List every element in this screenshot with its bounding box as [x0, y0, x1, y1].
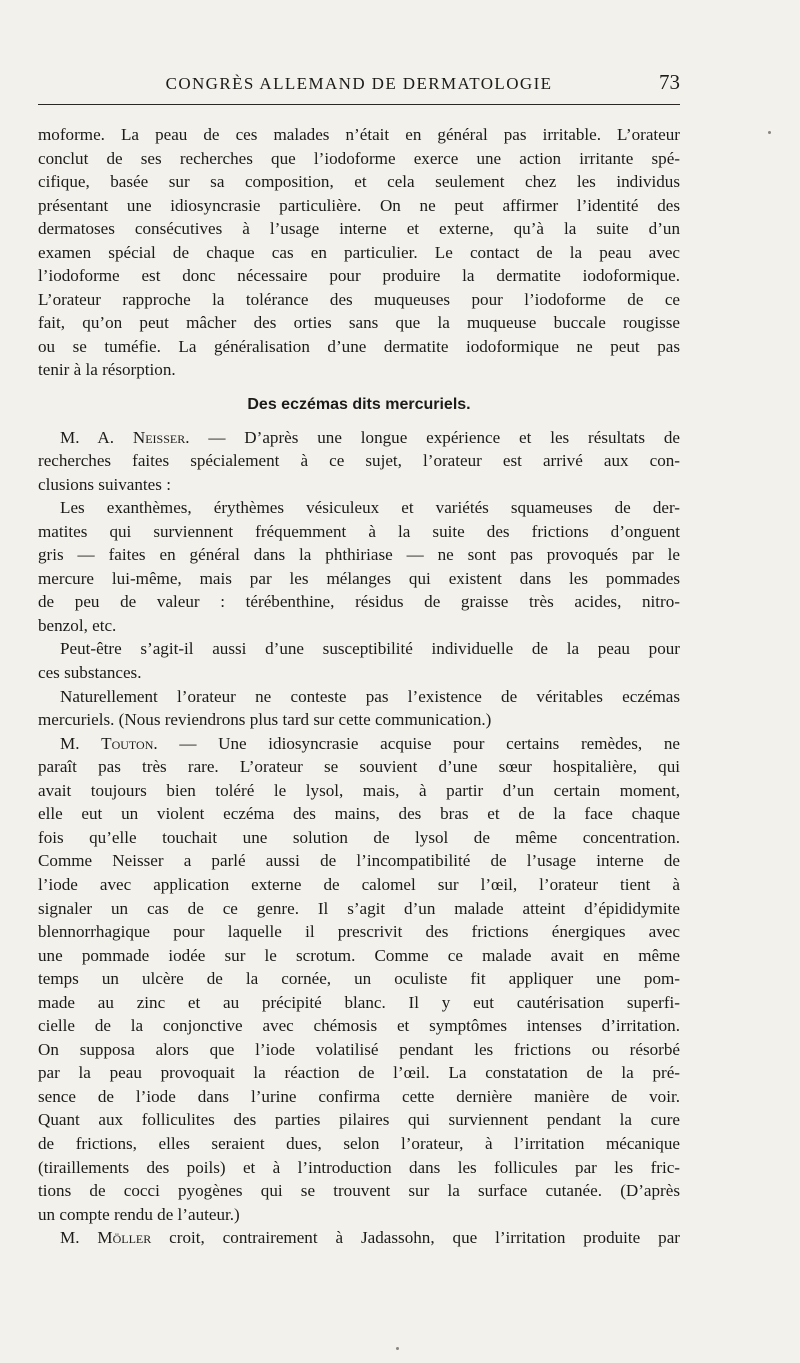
paper-speck	[768, 131, 771, 134]
text-line: fois qu’elle touchait une solution de lysol de même concentration.	[38, 827, 680, 847]
body-text	[38, 123, 680, 1250]
paper-speck	[396, 1347, 399, 1350]
text-line: tenir à la résorption.	[38, 360, 176, 380]
speaker-name-touton: Touton.	[101, 733, 158, 753]
text-line: un compte rendu de l’auteur.)	[38, 1204, 240, 1224]
text-line: elle eut un violent eczéma des mains, des bras et de la face chaque	[38, 804, 680, 824]
text-line: Peut-être s’agit-il aussi d’une susceptibilité individuelle de la peau pour	[60, 639, 680, 659]
text-line: de frictions, elles seraient dues, selon l’orateur, à l’irritation mécanique	[38, 1133, 680, 1153]
text-line: dermatoses consécutives à l’usage interne et externe, qu’à la suite d’un	[38, 219, 680, 239]
text-line: l’iode avec application externe de calomel sur l’œil, l’orateur tient à	[38, 874, 680, 894]
text-line: présentant une idiosyncrasie particulière. On ne peut affirmer l’identité des	[38, 195, 680, 215]
speaker-prefix: M.	[60, 1228, 98, 1248]
speaker-line-touton	[38, 732, 680, 756]
text-line: clusions suivantes :	[38, 474, 171, 494]
text-line: ou se tuméfie. La généralisation d’une dermatite iodoformique ne peut pas	[38, 336, 680, 356]
speaker-line-moller	[38, 1226, 680, 1250]
text-line: (tiraillements des poils) et à l’introduction dans les follicules par les fric-	[38, 1157, 680, 1177]
speaker-line-rest: — Une idiosyncrasie acquise pour certains remèdes, ne	[157, 733, 680, 753]
header-rule	[38, 104, 680, 105]
text-line: signaler un cas de ce genre. Il s’agit d’un malade atteint d’épididymite	[38, 898, 680, 918]
text-line: fait, qu’on peut mâcher des orties sans que la muqueuse buccale rougisse	[38, 313, 680, 333]
text-line: cielle de la conjonctive avec chémosis et symptômes intenses d’irritation.	[38, 1016, 680, 1036]
section-heading: Des eczémas dits mercuriels.	[247, 396, 471, 414]
text-line: paraît pas très rare. L’orateur se souvient d’une sœur hospitalière, qui	[38, 757, 680, 777]
text-line: recherches faites spécialement à ce sujet, l’orateur est arrivé aux con-	[38, 451, 680, 471]
speaker-name-neisser: Neisser.	[132, 427, 190, 447]
text-line: examen spécial de chaque cas en particulier. Le contact de la peau avec	[38, 242, 680, 262]
speaker-prefix: M.	[60, 733, 102, 753]
text-line: conclut de ses recherches que l’iodoforme exerce une action irritante spé-	[38, 148, 680, 168]
text-line: gris — faites en général dans la phthiriase — ne sont pas provoqués par le	[38, 545, 680, 565]
text-line: Les exanthèmes, érythèmes vésiculeux et variétés squameuses de der-	[60, 498, 680, 518]
running-title: CONGRÈS ALLEMAND DE DERMATOLOGIE	[165, 74, 553, 93]
speaker-line-rest: — D’après une longue expérience et les résultats de	[189, 427, 680, 447]
text-line: tions de cocci pyogènes qui se trouvent sur la surface cutanée. (D’après	[38, 1181, 680, 1201]
text-line: mercure lui-même, mais par les mélanges qui existent dans les pommades	[38, 568, 680, 588]
text-line: l’iodoforme est donc nécessaire pour produire la dermatite iodoformique.	[38, 266, 680, 286]
text-line: matites qui surviennent fréquemment à la suite des frictions d’onguent	[38, 521, 680, 541]
page-number: 73	[659, 70, 680, 94]
text-line: avait toujours bien toléré le lysol, mais, à partir d’un certain moment,	[38, 780, 680, 800]
text-line: L’orateur rapproche la tolérance des muqueuses pour l’iodoforme de ce	[38, 289, 680, 309]
text-line: une pommade iodée sur le scrotum. Comme ce malade avait en même	[38, 945, 680, 965]
text-line: made au zinc et au précipité blanc. Il y eut cautérisation superfi-	[38, 992, 680, 1012]
text-line: cifique, basée sur sa composition, et cela seulement chez les individus	[38, 172, 680, 192]
speaker-prefix: M. A.	[60, 427, 133, 447]
text-line: moforme. La peau de ces malades n’était en général pas irritable. L’orateur	[38, 125, 680, 144]
running-head	[38, 70, 680, 100]
text-line: Quant aux folliculites des parties pilaires qui surviennent pendant la cure	[38, 1110, 680, 1130]
text-line: blennorrhagique pour laquelle il prescrivit des frictions énergiques avec	[38, 922, 680, 942]
text-line: mercuriels. (Nous reviendrons plus tard sur cette communication.)	[38, 710, 492, 730]
speaker-line-neisser	[38, 426, 680, 450]
speaker-line-rest: croit, contrairement à Jadassohn, que l’irritation produite par	[151, 1228, 680, 1248]
text-line: de peu de valeur : térébenthine, résidus de graisse très acides, nitro-	[38, 592, 680, 612]
text-line: On supposa alors que l’iode volatilisé pendant les frictions ou résorbé	[38, 1039, 680, 1059]
text-line: temps un ulcère de la cornée, un oculiste fit appliquer une pom-	[38, 969, 680, 989]
text-line: ces substances.	[38, 663, 142, 683]
text-line: benzol, etc.	[38, 615, 117, 635]
text-line: par la peau provoquait la réaction de l’œil. La constatation de la pré-	[38, 1063, 680, 1083]
text-line: Comme Neisser a parlé aussi de l’incompatibilité de l’usage interne de	[38, 851, 680, 871]
text-line: sence de l’iode dans l’urine confirma cette dernière manière de voir.	[38, 1086, 680, 1106]
text-line: Naturellement l’orateur ne conteste pas l’existence de véritables eczémas	[60, 686, 680, 706]
speaker-name-moller: Möller	[97, 1228, 152, 1248]
